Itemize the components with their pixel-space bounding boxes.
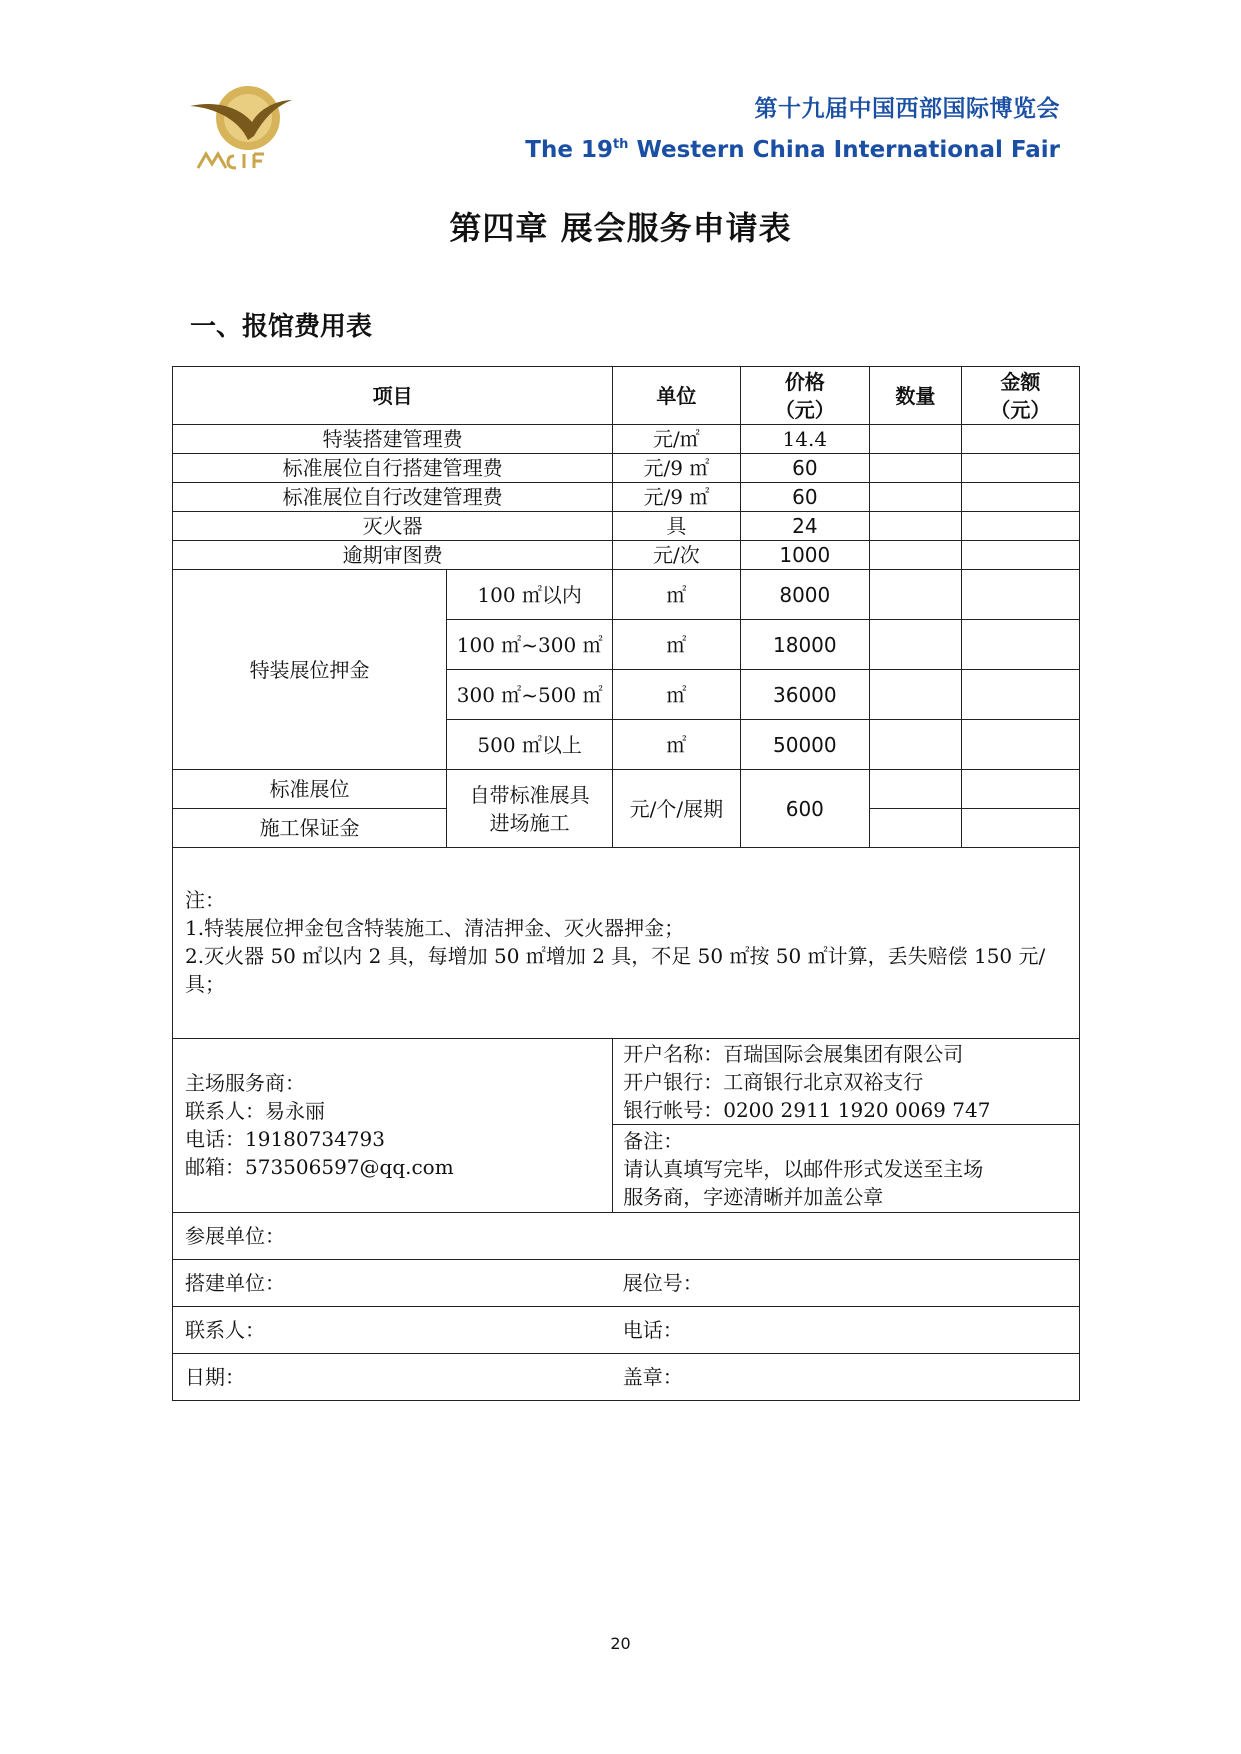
date-field[interactable]: 日期：	[173, 1354, 613, 1401]
deposit-price: 50000	[740, 720, 869, 770]
table-row	[173, 454, 1080, 483]
standard-booth-price: 600	[740, 770, 869, 848]
deposit-price: 18000	[740, 620, 869, 670]
fee-price: 24	[740, 512, 869, 541]
quantity-cell[interactable]	[870, 720, 962, 770]
amount-cell[interactable]	[961, 425, 1079, 454]
fair-title-en	[525, 128, 1060, 167]
fee-item: 逾期审图费	[173, 541, 613, 570]
notes-line: 1.特装展位押金包含特装施工、清洁押金、灭火器押金；	[185, 916, 685, 940]
deposit-price: 36000	[740, 670, 869, 720]
amount-cell[interactable]	[961, 809, 1079, 848]
contact-field[interactable]: 联系人：	[173, 1307, 613, 1354]
amount-cell[interactable]	[961, 570, 1079, 620]
exhibitor-field[interactable]: 参展单位：	[173, 1213, 1080, 1260]
fee-price: 14.4	[740, 425, 869, 454]
amount-cell[interactable]	[961, 770, 1079, 809]
table-row	[173, 425, 1080, 454]
bank-account-no: 银行帐号：0200 2911 1920 0069 747	[623, 1098, 991, 1122]
bank-info	[613, 1039, 1080, 1125]
header-price-text: 价格（元）	[774, 369, 835, 422]
header-price	[740, 367, 869, 425]
table-row	[173, 512, 1080, 541]
form-row	[173, 1260, 1080, 1307]
provider-contact: 联系人：易永丽	[185, 1099, 325, 1123]
deposit-unit: ㎡	[613, 620, 740, 670]
deposit-range: 100 ㎡以内	[447, 570, 613, 620]
section-title: 一、报馆费用表	[190, 312, 373, 342]
header-amount	[961, 367, 1079, 425]
page-number: 20	[610, 1634, 631, 1653]
table-row	[173, 570, 1080, 620]
fair-title-en-prefix: The 19	[525, 137, 613, 163]
header-unit: 单位	[613, 367, 740, 425]
header-item: 项目	[173, 367, 613, 425]
chapter-title: 第四章 展会服务申请表	[449, 209, 792, 247]
amount-cell[interactable]	[961, 620, 1079, 670]
quantity-cell[interactable]	[870, 512, 962, 541]
notes-line: 2.灭火器 50 ㎡以内 2 具，每增加 50 ㎡增加 2 具，不足 50 ㎡按 50 ㎡计算，丢失赔偿 150 元/具；	[185, 944, 1046, 996]
form-row	[173, 1213, 1080, 1260]
deposit-range: 300 ㎡~500 ㎡	[447, 670, 613, 720]
table-row	[173, 770, 1080, 809]
fee-item: 标准展位自行搭建管理费	[173, 454, 613, 483]
amount-cell[interactable]	[961, 720, 1079, 770]
quantity-cell[interactable]	[870, 809, 962, 848]
fair-title-en-suffix: Western China International Fair	[628, 137, 1060, 163]
standard-booth-desc	[447, 770, 613, 848]
construction-deposit-label: 施工保证金	[173, 809, 447, 848]
standard-booth-label: 标准展位	[173, 770, 447, 809]
quantity-cell[interactable]	[870, 425, 962, 454]
table-header-row	[173, 367, 1080, 425]
quantity-cell[interactable]	[870, 483, 962, 512]
provider-phone: 电话：19180734793	[185, 1127, 385, 1151]
form-row	[173, 1307, 1080, 1354]
quantity-cell[interactable]	[870, 770, 962, 809]
builder-field[interactable]: 搭建单位：	[173, 1260, 613, 1307]
fee-unit: 元/9 ㎡	[613, 454, 740, 483]
quantity-cell[interactable]	[870, 620, 962, 670]
deposit-range: 500 ㎡以上	[447, 720, 613, 770]
phone-field[interactable]: 电话：	[613, 1307, 1080, 1354]
bank-account-name: 开户名称：百瑞国际会展集团有限公司	[623, 1042, 964, 1066]
notes-row	[173, 848, 1080, 1039]
fair-title-cn: 第十九届中国西部国际博览会	[754, 96, 1060, 122]
header-quantity: 数量	[870, 367, 962, 425]
remark-title: 备注：	[623, 1129, 684, 1153]
fee-unit: 元/㎡	[613, 425, 740, 454]
notes-title: 注：	[185, 888, 225, 912]
notes	[173, 848, 1080, 1039]
service-provider	[173, 1039, 613, 1213]
amount-cell[interactable]	[961, 541, 1079, 570]
provider-bank-row	[173, 1039, 1080, 1125]
provider-email: 邮箱：573506597@qq.com	[185, 1155, 454, 1179]
fee-price: 60	[740, 454, 869, 483]
header-amount-text: 金额（元）	[990, 369, 1051, 422]
remark	[613, 1125, 1080, 1213]
quantity-cell[interactable]	[870, 454, 962, 483]
standard-booth-desc-line1: 自带标准展具	[469, 782, 590, 807]
fee-price: 60	[740, 483, 869, 512]
table-row	[173, 483, 1080, 512]
deposit-unit: ㎡	[613, 570, 740, 620]
fee-item: 灭火器	[173, 512, 613, 541]
provider-title: 主场服务商：	[185, 1071, 305, 1095]
deposit-unit: ㎡	[613, 720, 740, 770]
amount-cell[interactable]	[961, 670, 1079, 720]
amount-cell[interactable]	[961, 512, 1079, 541]
booth-no-field[interactable]: 展位号：	[613, 1260, 1080, 1307]
fee-price: 1000	[740, 541, 869, 570]
remark-line: 请认真填写完毕，以邮件形式发送至主场	[623, 1157, 984, 1181]
fee-item: 特装搭建管理费	[173, 425, 613, 454]
standard-booth-desc-line2: 进场施工	[489, 810, 570, 835]
fee-item: 标准展位自行改建管理费	[173, 483, 613, 512]
form-row	[173, 1354, 1080, 1401]
quantity-cell[interactable]	[870, 570, 962, 620]
fee-table	[172, 366, 1080, 1401]
remark-line: 服务商，字迹清晰并加盖公章	[623, 1185, 884, 1209]
amount-cell[interactable]	[961, 454, 1079, 483]
table-row	[173, 541, 1080, 570]
deposit-price: 8000	[740, 570, 869, 620]
wcif-logo	[188, 78, 306, 176]
deposit-range: 100 ㎡~300 ㎡	[447, 620, 613, 670]
quantity-cell[interactable]	[870, 670, 962, 720]
fair-title-en-sup: th	[612, 137, 629, 152]
deposit-unit: ㎡	[613, 670, 740, 720]
seal-field[interactable]: 盖章：	[613, 1354, 1080, 1401]
fee-unit: 具	[613, 512, 740, 541]
amount-cell[interactable]	[961, 483, 1079, 512]
fair-header	[525, 92, 1060, 167]
standard-booth-unit: 元/个/展期	[613, 770, 740, 848]
fee-unit: 元/9 ㎡	[613, 483, 740, 512]
fee-unit: 元/次	[613, 541, 740, 570]
bank-name: 开户银行：工商银行北京双裕支行	[623, 1070, 924, 1094]
deposit-label: 特装展位押金	[173, 570, 447, 770]
quantity-cell[interactable]	[870, 541, 962, 570]
